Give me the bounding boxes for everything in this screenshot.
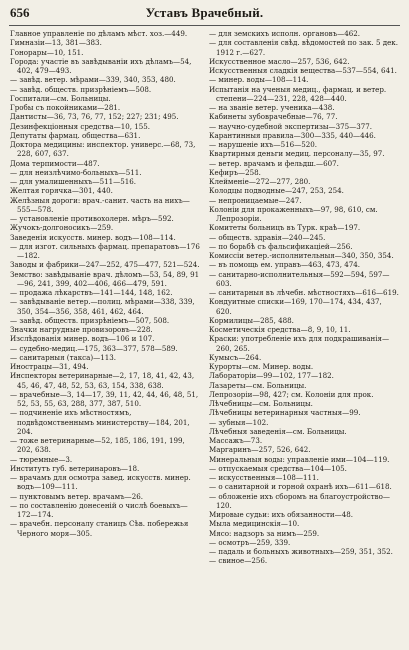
index-entry: Гробы съ покойниками—281.: [10, 103, 121, 112]
index-entry: — обществ. здравія—240—245.: [209, 232, 326, 242]
index-entry: Земство: завѣдываніе врач. дѣломъ—53, 54, 89, 91—96, 241, 399, 402—406, 466—479, 591.: [10, 269, 200, 288]
index-entry: Дантисты—36, 73, 76, 77, 152; 227; 231; 495.: [10, 112, 179, 122]
index-entry: — пунктовымъ ветер. врачамъ—26.: [10, 491, 143, 501]
index-entry: Лепрозоріи—98, 427; см. Колоніи для прок.: [209, 389, 374, 399]
index-entry: — завѣд. ветер. мѣрами—339, 340, 353, 480.: [10, 75, 176, 85]
index-entry: Кабинеты зубоврачебные—76, 77.: [209, 112, 338, 122]
running-title: Уставъ Врачебный.: [145, 5, 264, 20]
index-entry: Лѣчебныя заведенія—см. Больницы.: [209, 426, 347, 436]
page-header: [10, 5, 399, 25]
index-entry: Лѣчебницы—см. Больницы.: [209, 399, 313, 408]
index-entry: — въ помощь ем. управъ—463, 473, 474.: [209, 260, 361, 270]
index-entry: Лѣчебницы ветеринарныя частныя—99.: [209, 408, 361, 418]
index-entry: Минеральныя воды: управленіе ими—104—119.: [209, 454, 390, 464]
index-entry: Главное управленіе по дѣламъ мѣст. хоз.—449.: [10, 29, 188, 38]
index-entry: Заведенія искусств. минер. водъ—108—114.: [10, 232, 176, 242]
index-entry: — завѣдываніе ветер.—полиц. мѣрами—338, 339, 350, 354—356, 358, 461, 462, 464.: [10, 297, 195, 316]
index-entry: — о санитарной и горной охранѣ ихъ—611—618.: [209, 482, 392, 492]
index-entry: — тюремные—3.: [10, 454, 73, 464]
index-entry: Значки нагрудные провизоровъ—228.: [10, 325, 153, 334]
index-entry: — завѣд. обществ. призрѣніемъ—508.: [10, 84, 152, 94]
index-entry: Квартирныя деньги медиц. персоналу—35, 97.: [209, 149, 385, 159]
index-entry: Дома терпимости—487.: [10, 158, 100, 168]
index-entry: Мировые судьи: ихъ обязанности—48.: [209, 510, 353, 519]
index-entry: — для умалишенныхъ—511—516.: [10, 177, 137, 186]
index-entry: — подчиненіе ихъ мѣстностямъ, подвѣдомственнымъ министерству—184, 201, 204.: [10, 408, 190, 436]
index-entry: Лабораторіи—99—102, 177—182.: [209, 371, 334, 381]
page-number: 656: [10, 5, 30, 20]
index-entry: Искусственное масло—257, 536, 642.: [209, 56, 350, 66]
index-entry: — судебно-медиц.—175, 363—377, 578—589.: [10, 343, 178, 353]
index-column-right: [209, 29, 399, 646]
index-entry: Жучокъ-долгоносикъ—259.: [10, 223, 114, 233]
index-entry: — научно-судебной экспертизы—375—377.: [209, 121, 373, 131]
index-entry: — установленіе противохолерн. мѣръ—592.: [10, 214, 174, 223]
index-entry: — зубныя—102.: [209, 417, 269, 427]
index-entry: — обложеніе ихъ сборомъ на благоустройство—120.: [209, 491, 391, 510]
index-entry: — ветер. врачамъ и фельдш.—607.: [209, 158, 339, 168]
index-entry: Комиссіи ветер.-исполнительныя—340, 350, 354.: [209, 251, 394, 260]
index-entry: — врачебн. персоналу станицъ Сѣв. побережья Черного моря—305.: [10, 519, 189, 538]
index-entry: — продажа лѣкарствъ—141—144, 148, 162.: [10, 288, 173, 297]
index-entry: Институтъ губ. ветеринаровъ—18.: [10, 463, 140, 473]
index-entry: — врачебные—3, 14—17, 39, 11, 42, 44, 46, 48, 51, 52, 53, 55, 63, 288, 377, 387, 510.: [10, 389, 199, 408]
index-entry: — падаль и больныхъ животныхъ—259, 351, 352.: [209, 547, 393, 556]
index-entry: — отпускаемыя средства—104—105.: [209, 463, 347, 473]
index-entry: Госпитали—см. Больницы.: [10, 93, 111, 103]
index-entry: — для земскихъ исполн. органовъ—462.: [209, 29, 361, 38]
index-entry: Комитеты больницъ въ Турк. краѣ—197.: [209, 223, 361, 233]
index-entry: Искусственныя сладкія вещества—537—554, 641.: [209, 66, 397, 75]
index-entry: Гонорары—10, 151.: [10, 47, 84, 57]
index-entry: Косметическія средства—8, 9, 10, 11.: [209, 325, 351, 334]
index-entry: — минер. воды—108—114.: [209, 75, 309, 85]
index-entry: Кормилицы—285, 488.: [209, 315, 294, 325]
index-entry: Города: участіе въ завѣдываніи ихъ дѣламъ—54, 402, 479—493.: [10, 56, 192, 75]
index-entry: — нарушеніе ихъ—516—520.: [209, 140, 318, 149]
index-entry: — врачамъ для осмотра завед. искусств. минер. водъ—109—111.: [10, 473, 191, 492]
index-entry: — для изгот. сильныхъ фармац. препаратовъ—176—182.: [10, 241, 200, 260]
index-entry: — по борьбѣ съ фальсификаціей—256.: [209, 241, 353, 251]
index-entry: Инострацы—31, 494.: [10, 362, 89, 371]
index-entry: — свиное—256.: [209, 556, 268, 566]
header-rule: [9, 25, 400, 26]
index-entry: Изслѣдованія минер. водъ—106 и 107.: [10, 334, 155, 344]
index-entry: — для составленія свѣд. вѣдомостей по зак. 5 дек. 1912 г.—627.: [209, 38, 398, 57]
index-entry: Мясо: надзоръ за нимъ—259.: [209, 528, 320, 538]
index-entry: Желѣзныя дороги: врач.-санит. часть на нихъ—555—578.: [10, 195, 190, 214]
index-entry: Испытанія на ученыя медиц., фармац. и ветер. степени—224—231, 228, 428—440.: [209, 84, 387, 103]
index-entry: Колодцы подводные—247, 253, 254.: [209, 186, 344, 196]
index-entry: — осмотръ—259, 339.: [209, 537, 291, 547]
index-entry: — санитарныя (такса)—113.: [10, 352, 117, 362]
index-entry: Курорты—см. Минер. воды.: [209, 362, 314, 371]
index-entry: Доктора медицины: инспектор. универс.—68, 73, 228, 607, 637.: [10, 140, 196, 159]
index-entry: Мыла медицинскія—10.: [209, 519, 300, 529]
index-entry: Заводы и фабрики—247—252, 475—477, 521—524.: [10, 260, 200, 270]
index-entry: Карантинныя правила—300—335, 440—446.: [209, 130, 376, 140]
index-entry: Лазареты—см. Больницы.: [209, 380, 307, 390]
index-entry: Колоніи для прокаженныхъ—97, 98, 610, см. Лепрозоріи.: [209, 204, 378, 223]
index-entry: Массажъ—73.: [209, 436, 263, 445]
index-entry: — завѣд. обществ. призрѣніемъ—507, 508.: [10, 315, 170, 325]
index-entry: — на званіе ветер. ученика—438.: [209, 103, 335, 112]
index-entry: Дезинфекціонныя средства—10, 155.: [10, 121, 151, 131]
index-entry: — санитарныя въ лѣчебн. мѣстностяхъ—616—619.: [209, 288, 399, 297]
index-entry: — для неизлѣчимо-больныхъ—511.: [10, 167, 142, 177]
index-entry: Краски: употребленіе ихъ для подкрашиванія—260, 265.: [209, 334, 390, 353]
index-entry: Депутаты фармац. общества—631.: [10, 130, 141, 140]
index-entry: Кумысъ—264.: [209, 352, 262, 362]
index-entry: Инспекторы ветеринарные—2, 17, 18, 41, 42, 43, 45, 46, 47, 48, 52, 53, 63, 154, 338, 638.: [10, 371, 195, 390]
index-column-left: [10, 29, 200, 646]
index-entry: Кондуитные списки—169, 170—174, 434, 437, 620.: [209, 297, 382, 316]
index-entry: Клейменіе—272—277, 280.: [209, 177, 311, 186]
index-entry: — искусственныя—108—111.: [209, 473, 319, 482]
index-entry: — по составленію донесеній о числѣ боевыхъ—172—174.: [10, 500, 188, 519]
index-entry: — санитарно-исполнительныя—592—594, 597—603.: [209, 269, 390, 288]
index-entry: — непроницаемые—247.: [209, 195, 302, 205]
index-entry: Маргаринъ—257, 526, 642.: [209, 445, 311, 455]
index-entry: Гимназіи—13, 381—383.: [10, 38, 102, 48]
index-entry: Желтая горячка—301, 440.: [10, 186, 113, 196]
index-entry: — тоже ветеринарные—52, 185, 186, 191, 199, 202, 638.: [10, 436, 185, 455]
index-entry: Кефиръ—258.: [209, 167, 261, 177]
